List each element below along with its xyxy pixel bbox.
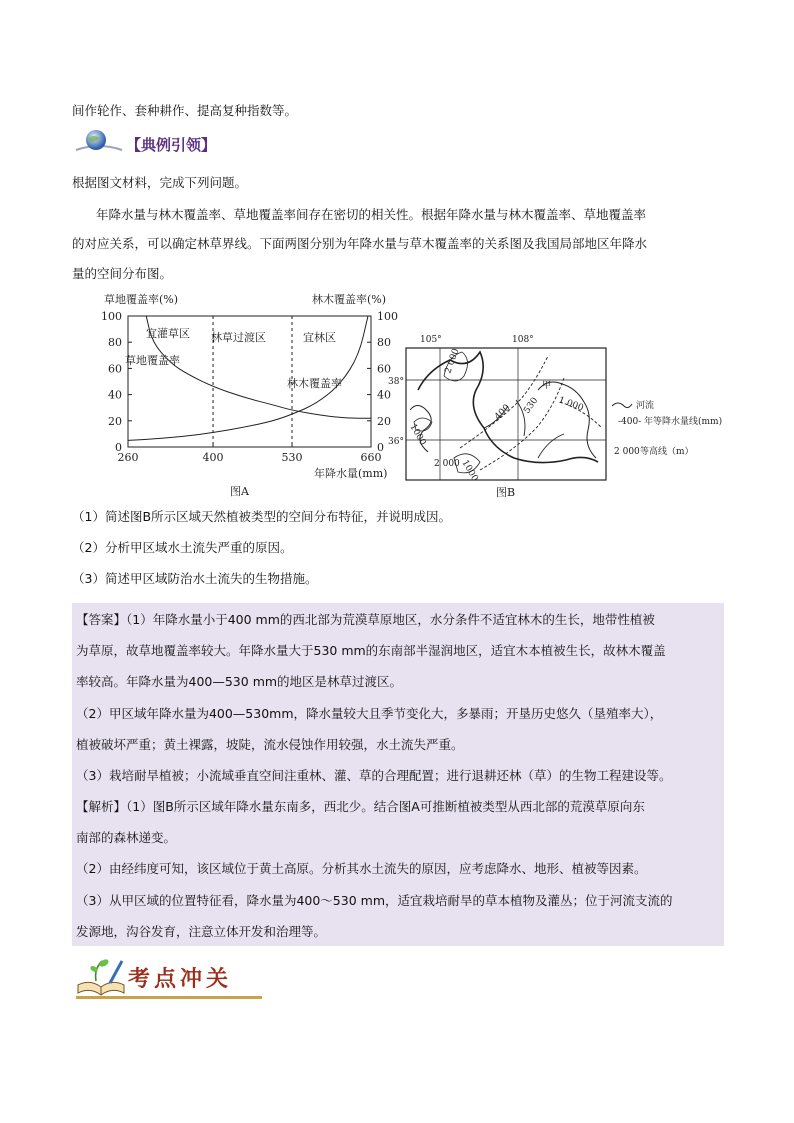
material-line-1: 年降水量与林木覆盖率、草地覆盖率间存在密切的相关性。根据年降水量与林木覆盖率、草地覆盖率: [96, 207, 647, 222]
x-tick-label: 400: [202, 451, 224, 464]
right-y-tick-label: 20: [377, 414, 391, 428]
isohyet-label-400: 400: [493, 402, 513, 423]
zone-label-transition: 林草过渡区: [211, 331, 266, 344]
lon-label-108: 108°: [512, 335, 534, 345]
region-label: 甲: [542, 381, 552, 391]
x-ticks: [118, 443, 382, 464]
legend-isohyet-sample: -400-: [618, 417, 642, 427]
analysis-line: 发源地，沟谷发育，注意立体开发和治理等。: [76, 924, 327, 939]
zone-label-forest: 宜林区: [303, 331, 336, 344]
question-3: （3）简述甲区域防治水土流失的生物措施。: [72, 571, 318, 586]
left-y-tick-label: 20: [108, 414, 122, 428]
figure-b-map: [388, 330, 723, 502]
legend-river: 河流: [636, 401, 655, 411]
curve-label-grass: 草地覆盖率: [125, 354, 180, 367]
lat-label-38: 38°: [388, 377, 404, 387]
lon-label-105: 105°: [420, 335, 442, 345]
legend-contour-sample: 2 000: [614, 447, 640, 457]
left-y-ticks: [101, 310, 132, 454]
answer-analysis-box: [72, 603, 724, 946]
answer-line: 为草原，故草地覆盖率较大。年降水量大于530 mm的东南部半湿润地区，适宜木本植被生长，故林木覆盖: [76, 643, 666, 658]
question-2: （2）分析甲区域水土流失严重的原因。: [72, 540, 293, 555]
question-1: （1）简述图B所示区域天然植被类型的空间分布特征，并说明成因。: [72, 509, 452, 524]
answer-line: 【答案】（1）年降水量小于400 mm的西北部为荒漠草原地区，水分条件不适宜林木的生长，地带性植被: [76, 612, 655, 627]
right-axis-title: 林木覆盖率(%): [312, 293, 387, 306]
analysis-line: （3）从甲区域的位置特征看，降水量为400～530 mm，适宜栽培耐旱的草本植物及灌丛；位于河流支流的: [76, 893, 673, 908]
answer-line: 植被破坏严重；黄土裸露，坡陡，流水侵蚀作用较强，水土流失严重。: [76, 737, 464, 752]
answer-line: （3）栽培耐旱植被；小流域垂直空间注重林、灌、草的合理配置；进行退耕还林（草）的生物工程建设等。: [76, 768, 672, 783]
answer-line: （2）甲区域年降水量为400—530mm，降水量较大且季节变化大，多暴雨；开垦历史悠久（垦殖率大），: [76, 706, 663, 721]
globe-icon: [74, 128, 124, 156]
x-tick-label: 530: [281, 451, 303, 464]
x-tick-label: 260: [117, 451, 139, 464]
left-axis-title: 草地覆盖率(%): [104, 293, 179, 306]
legend-river-symbol: [612, 403, 632, 408]
material-line-3: 量的空间分布图。: [72, 266, 173, 281]
curve-label-forest: 林木覆盖率: [287, 377, 342, 390]
figure-a-caption: 图A: [230, 485, 249, 498]
analysis-line: （2）由经纬度可知，该区域位于黄土高原。分析其水土流失的原因，应考虑降水、地形、植被等因素。: [76, 861, 647, 876]
legend-isohyet: 年等降水量线(mm): [644, 417, 723, 427]
kaodian-title: 考点冲关: [128, 966, 233, 992]
intro-text: 根据图文材料，完成下列问题。: [72, 175, 248, 190]
book-icon: [74, 955, 128, 997]
isohyet-label-1000: 1 000: [556, 395, 585, 414]
lat-label-36: 36°: [388, 437, 404, 447]
figure-a-chart: [98, 287, 398, 502]
isohyet-label-530: 530: [522, 395, 541, 416]
legend-contour: 等高线（m）: [640, 447, 694, 457]
section-title: 【典例引领】: [126, 136, 217, 154]
answer-line: 率较高。年降水量为400—530 mm的地区是林草过渡区。: [76, 674, 403, 689]
kaodian-underline: [76, 996, 262, 999]
contour-label-3: 1000: [407, 422, 428, 448]
right-y-tick-label: 100: [377, 310, 398, 323]
analysis-line: 南部的森林递变。: [76, 830, 177, 845]
zone-label-shrub-grass: 宜灌草区: [146, 327, 190, 340]
contour-label-4: 1000: [459, 458, 480, 484]
left-y-tick-label: 0: [115, 441, 122, 454]
right-y-tick-label: 80: [377, 336, 391, 350]
left-y-tick-label: 40: [108, 388, 122, 402]
left-y-tick-label: 100: [101, 310, 122, 323]
right-y-tick-label: 0: [377, 441, 384, 454]
analysis-line: 【解析】（1）图B所示区域年降水量东南多，西北少。结合图A可推断植被类型从西北部的荒漠草原向东: [76, 799, 645, 814]
figure-b-caption: 图B: [496, 486, 516, 499]
right-y-tick-label: 40: [377, 388, 391, 402]
x-axis-title: 年降水量(mm): [314, 467, 388, 480]
left-y-tick-label: 80: [108, 336, 122, 350]
continued-text: 间作轮作、套种耕作、提高复种指数等。: [72, 103, 298, 118]
right-y-tick-label: 60: [377, 362, 391, 376]
x-tick-label: 660: [360, 451, 382, 464]
contour-label-2: 2 000: [434, 459, 460, 469]
contour-label-1: 2 000: [443, 347, 462, 376]
left-y-tick-label: 60: [108, 362, 122, 376]
material-line-2: 的对应关系，可以确定林草界线。下面两图分别为年降水量与草木覆盖率的关系图及我国局部地区年降水: [72, 236, 648, 251]
